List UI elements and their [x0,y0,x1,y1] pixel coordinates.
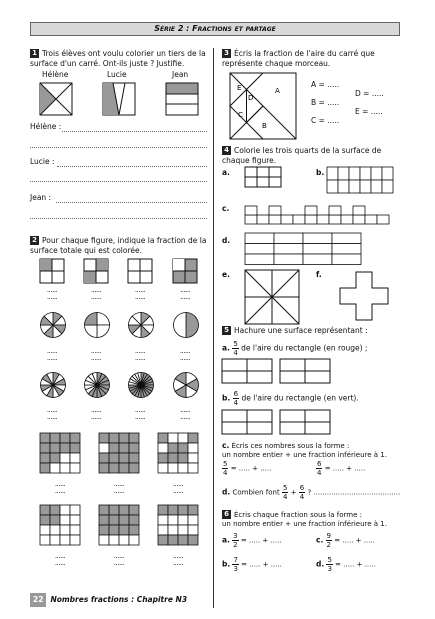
answer-line[interactable] [56,202,207,203]
footer-title: Nombres fractions : Chapitre N3 [50,595,188,604]
answer-line[interactable] [30,218,207,219]
ex6-item-b[interactable]: b. $\frac{7}{3}$ = ..... + ..... [222,556,282,573]
ex2-figure-grid [40,505,80,545]
ex4-label-f: f. [316,270,322,279]
ex5-statement [222,326,400,336]
ex4-label-d: d. [222,236,231,245]
ex2-figure-circle [173,312,199,338]
piece-label: B [262,122,267,130]
ex3-square-figure [230,73,296,139]
ex2-figure-grid [40,433,80,473]
fraction: $\frac{9}{2}$ [326,532,331,549]
ex2-figure-circle [128,312,154,338]
ex4-figure-e[interactable] [245,270,299,324]
fraction-blank[interactable]: ...... ...... [46,347,58,362]
ex4-number: 4 [222,146,231,155]
ex5-rectangles-b[interactable] [222,410,350,434]
fraction-blank[interactable]: ...... ...... [179,406,191,421]
ex3-answer-d[interactable]: D = ..... [355,89,384,98]
ex3-statement [222,49,400,69]
ex1-name-helene: Hélène [42,70,69,79]
fraction-blank[interactable]: ...... ...... [134,347,146,362]
ex4-figure-d[interactable] [245,233,363,265]
fraction: $\frac{6}{4}$ [233,390,239,407]
ex4-label-a: a. [222,168,230,177]
ex4-figure-b[interactable] [327,167,393,193]
ex5-c2-equation[interactable]: $\frac{6}{4}$ = ..... + ..... [317,460,366,477]
ex2-statement [30,236,208,256]
fraction: $\frac{7}{3}$ [233,556,238,573]
ex4-text: Colorie les trois quarts de la surface de chaque figure. [222,146,382,165]
ex2-figure-circle [84,312,110,338]
ex4-figure-f[interactable] [340,272,388,320]
fraction-blank[interactable]: ...... ...... [46,286,58,301]
fraction: $\frac{6}{4}$ [317,460,322,477]
ex3-text: Écris la fraction de l'aire du carré que représente chaque morceau. [222,49,375,68]
ex1-name-jean: Jean [172,70,189,79]
page-number: 22 [30,593,46,607]
ex3-number: 3 [222,49,231,58]
piece-label: D [248,94,254,102]
ex4-label-c: c. [222,204,230,213]
ex2-figure-grid [158,505,198,545]
fraction: $\frac{6}{4}$ [299,484,305,501]
fraction-blank[interactable]: ...... ...... [134,406,146,421]
fraction-blank[interactable]: ...... ...... [179,286,191,301]
answer-line[interactable] [57,166,207,167]
ex5-item-a: a. $\frac{5}{4}$ de l'aire du rectangle (en rouge) ; [222,340,368,357]
fraction-blank[interactable]: ...... ...... [90,406,102,421]
fraction-blank[interactable]: ...... ...... [172,552,184,567]
fraction: $\frac{5}{4}$ [282,484,288,501]
fraction-blank[interactable]: ...... ...... [46,406,58,421]
ex2-figure-square [128,259,152,283]
ex4-label-e: e. [222,270,230,279]
ex5-item-c: c. Écris ces nombres sous la forme : un nombre entier + une fraction inférieure à 1. [222,441,387,459]
fraction: $\frac{5}{4}$ [233,340,238,357]
ex6-item-a[interactable]: a. $\frac{3}{2}$ = ..... + ..... [222,532,282,549]
ex6-number: 6 [222,510,231,519]
ex1-figure-jean [166,83,198,115]
ex4-statement [222,146,400,166]
ex3-answer-a[interactable]: A = ..... [311,80,340,89]
fraction-blank[interactable]: ...... ...... [179,347,191,362]
ex2-figure-grid [99,505,139,545]
ex1-answer-label-jean: Jean : [30,193,52,202]
ex3-answer-c[interactable]: C = ..... [311,116,340,125]
fraction-blank[interactable]: ...... ...... [54,552,66,567]
ex2-figure-grid [158,433,198,473]
fraction-blank[interactable]: ...... ...... [113,480,125,495]
ex5-item-d[interactable]: d. Combien font $\frac{5}{4}$ + $\frac{6}{4}$ ? ....................................... [222,484,401,501]
ex1-answer-label-helene: Hélène : [30,122,62,131]
ex5-item-b: b. $\frac{6}{4}$ de l'aire du rectangle (en vert). [222,390,359,407]
ex2-figure-circle [40,372,66,398]
fraction: $\frac{3}{2}$ [233,532,238,549]
ex1-statement [30,49,208,69]
fraction-blank[interactable]: ...... ...... [54,480,66,495]
fraction-blank[interactable]: ...... ...... [134,286,146,301]
ex1-figure-helene [40,83,72,115]
ex1-answer-label-lucie: Lucie : [30,157,55,166]
ex5-number: 5 [222,326,231,335]
ex4-figure-c[interactable] [245,204,391,224]
ex2-figure-circle [40,312,66,338]
ex2-figure-circle [173,372,199,398]
answer-line[interactable] [62,131,207,132]
ex2-number: 2 [30,236,39,245]
page-header: Série 2 : Fractions et partage [30,22,400,36]
ex1-number: 1 [30,49,39,58]
fraction: $\frac{5}{3}$ [327,556,332,573]
ex4-label-b: b. [316,168,325,177]
ex2-figure-square [173,259,197,283]
ex6-item-d[interactable]: d. $\frac{5}{3}$ = ..... + ..... [316,556,376,573]
answer-line[interactable] [30,181,207,182]
ex1-text: Trois élèves ont voulu colorier un tiers de la surface d'un carré. Ont-ils juste ? Justifie. [30,49,206,68]
ex5-c1-equation[interactable]: $\frac{5}{4}$ = ..... + ..... [223,460,272,477]
ex6-statement: 6 Écris chaque fraction sous la forme : un nombre entier + une fraction inférieure à 1. [222,510,387,528]
ex4-figure-a[interactable] [245,167,281,187]
fraction-blank[interactable]: ...... ...... [113,552,125,567]
ex2-figure-circle [128,372,154,398]
piece-label: C [238,111,243,119]
piece-label: A [275,87,280,95]
fraction-blank[interactable]: ...... ...... [172,480,184,495]
ex1-name-lucie: Lucie [107,70,127,79]
ex2-figure-circle [84,372,110,398]
ex6-item-c[interactable]: c. $\frac{9}{2}$ = ..... + ..... [316,532,375,549]
fraction: $\frac{5}{4}$ [223,460,228,477]
fraction-blank[interactable]: ...... ...... [90,286,102,301]
column-separator [213,48,214,608]
ex1-figure-lucie [103,83,135,115]
ex2-figure-square [84,259,108,283]
answer-line[interactable] [30,147,207,148]
ex3-answer-e[interactable]: E = ..... [355,107,383,116]
page-footer [30,593,220,607]
ex2-figure-square [40,259,64,283]
ex2-text: Pour chaque figure, indique la fraction de la surface totale qui est colorée. [30,236,207,255]
ex5-text: Hachure une surface représentant : [234,326,368,335]
ex3-answer-b[interactable]: B = ..... [311,98,340,107]
piece-label: E [237,84,242,92]
fraction-blank[interactable]: ...... ...... [90,347,102,362]
ex2-figure-grid [99,433,139,473]
ex5-rectangles-a[interactable] [222,359,350,383]
